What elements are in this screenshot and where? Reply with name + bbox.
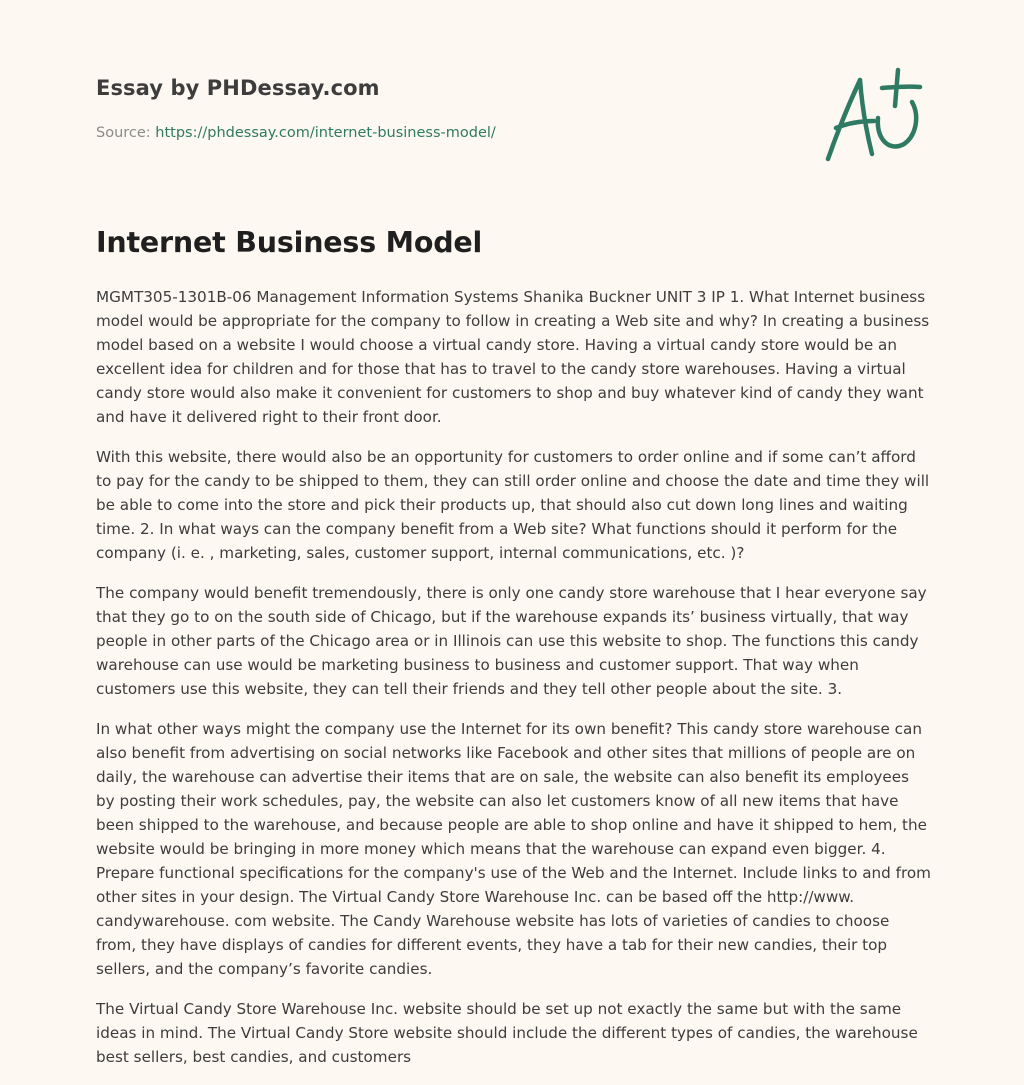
source-label: Source:	[96, 125, 151, 141]
essay-body	[96, 285, 932, 1085]
essay-paragraph: The company would benefit tremendously, there is only one candy store warehouse that I hear everyone say that they go to on the south side of Chicago, but if the warehouse expands its’ business virtually, that way people in other parts of the Chicago area or in Illinois can use this website to shop. The functions this candy warehouse can use would be marketing business to business and customer support. That way when customers use this website, they can tell their friends and they tell other people about the site. 3.	[96, 584, 927, 698]
essay-paragraph: With this website, there would also be an opportunity for customers to order online and if some can’t afford to pay for the candy to be shipped to them, they can still order online and choose the date and time they will be able to come into the store and pick their products up, that should also cut down long lines and waiting time. 2. In what ways can the company benefit from a Web site? What functions should it perform for the company (i. e. , marketing, sales, customer support, internal communications, etc. )?	[96, 448, 930, 562]
essay-paragraph: MGMT305-1301B-06 Management Information Systems Shanika Buckner UNIT 3 IP 1. What Internet business model would be appropriate for the company to follow in creating a Web site and why? In creating a business model based on a website I would choose a virtual candy store. Having a virtual candy store would be an excellent idea for children and for those that has to travel to the candy store warehouses. Having a virtual candy store would also make it convenient for customers to shop and buy whatever kind of candy they want and have it delivered right to their front door.	[96, 288, 930, 426]
page-header	[96, 76, 796, 141]
brand-name: Essay by PHDessay.com	[96, 76, 380, 100]
essay-paragraph: The Virtual Candy Store Warehouse Inc. website should be set up not exactly the same but with the same ideas in mind. The Virtual Candy Store website should include the different types of candies, the warehouse best sellers, best candies, and customers	[96, 1000, 918, 1066]
a-plus-logo-icon	[822, 66, 926, 164]
essay-paragraph: In what other ways might the company use the Internet for its own benefit? This candy store warehouse can also benefit from advertising on social networks like Facebook and other sites that millions of people are on daily, the warehouse can advertise their items that are on sale, the website can also benefit its employees by posting their work schedules, pay, the website can also let customers know of all new items that have been shipped to the warehouse, and because people are able to shop online and have it shipped to hem, the website would be bringing in more money which means that the warehouse can expand even bigger. 4. Prepare functional specifications for the company's use of the Web and the Internet. Include links to and from other sites in your design. The Virtual Candy Store Warehouse Inc. can be based off the http://www. candywarehouse. com website. The Candy Warehouse website has lots of varieties of candies to choose from, they have displays of candies for different events, they have a tab for their new candies, their top sellers, and the company’s favorite candies.	[96, 720, 931, 978]
essay-title: Internet Business Model	[96, 226, 483, 259]
source-link[interactable]: https://phdessay.com/internet-business-model/	[155, 125, 496, 141]
source-line	[96, 125, 796, 141]
